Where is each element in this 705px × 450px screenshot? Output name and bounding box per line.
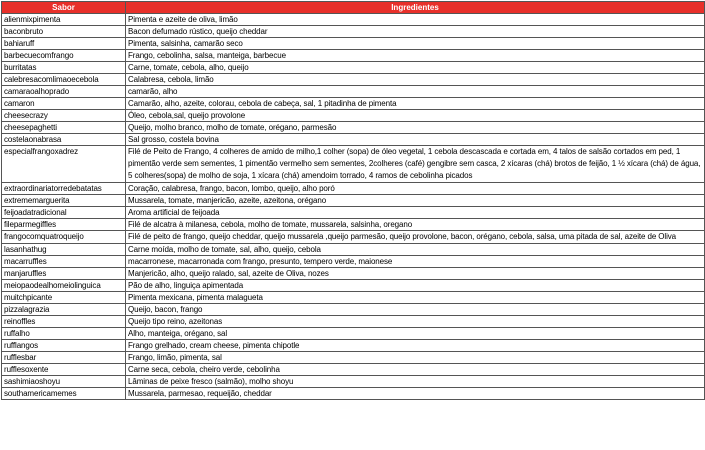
cell-ingredientes[interactable]: camarão, alho bbox=[126, 86, 705, 98]
spreadsheet bbox=[1, 1, 704, 400]
cell-ingredientes[interactable]: Queijo, bacon, frango bbox=[126, 304, 705, 316]
cell-sabor[interactable]: camaron bbox=[2, 98, 126, 110]
table-row bbox=[2, 38, 705, 50]
cell-sabor[interactable]: manjaruffles bbox=[2, 268, 126, 280]
cell-ingredientes[interactable]: Filé de Peito de Frango, 4 colheres de amido de milho,1 colher (sopa) de óleo vegetal, 1 cebola descascada e cortada em, 4 talos de salsão cortados em ped, 1 pimentão verde sem sementes, 1 pimentão vermelho sem sementes, 2colheres (café) gengibre sem casca, 2 xícaras (chá) brotos de feijão, 1 ½ xícara (chá) de água, 5 colheres(sopa) de molho de soja, 1 xícara (chá) amendoim torrado, 4 ramos de cebolinha picados bbox=[126, 146, 705, 183]
table-row bbox=[2, 14, 705, 26]
cell-sabor[interactable]: alienmixpimenta bbox=[2, 14, 126, 26]
table-row bbox=[2, 110, 705, 122]
table-row bbox=[2, 352, 705, 364]
cell-sabor[interactable]: pizzalagrazia bbox=[2, 304, 126, 316]
table-row bbox=[2, 244, 705, 256]
table-row bbox=[2, 62, 705, 74]
cell-sabor[interactable]: cheesecrazy bbox=[2, 110, 126, 122]
table-row bbox=[2, 146, 705, 183]
table-row bbox=[2, 74, 705, 86]
cell-ingredientes[interactable]: Mussarela, tomate, manjericão, azeite, azeitona, orégano bbox=[126, 195, 705, 207]
cell-sabor[interactable]: extrememarguerita bbox=[2, 195, 126, 207]
cell-ingredientes[interactable]: Coração, calabresa, frango, bacon, lombo, queijo, alho poró bbox=[126, 183, 705, 195]
cell-ingredientes[interactable]: Queijo, molho branco, molho de tomate, orégano, parmesão bbox=[126, 122, 705, 134]
cell-sabor[interactable]: lasanhathug bbox=[2, 244, 126, 256]
table-row bbox=[2, 195, 705, 207]
cell-sabor[interactable]: rufflangos bbox=[2, 340, 126, 352]
cell-sabor[interactable]: especialfrangoxadrez bbox=[2, 146, 126, 183]
cell-sabor[interactable]: frangocomquatroqueijo bbox=[2, 231, 126, 244]
cell-sabor[interactable]: costelaonabrasa bbox=[2, 134, 126, 146]
table-row bbox=[2, 122, 705, 134]
cell-ingredientes[interactable]: Alho, manteiga, orégano, sal bbox=[126, 328, 705, 340]
table-row bbox=[2, 292, 705, 304]
flavors-table bbox=[1, 1, 705, 400]
table-row bbox=[2, 304, 705, 316]
cell-sabor[interactable]: extraordinariatorredebatatas bbox=[2, 183, 126, 195]
cell-ingredientes[interactable]: Sal grosso, costela bovina bbox=[126, 134, 705, 146]
cell-sabor[interactable]: macarruffles bbox=[2, 256, 126, 268]
cell-sabor[interactable]: southamericamemes bbox=[2, 388, 126, 400]
cell-ingredientes[interactable]: Calabresa, cebola, limão bbox=[126, 74, 705, 86]
cell-ingredientes[interactable]: Óleo, cebola,sal, queijo provolone bbox=[126, 110, 705, 122]
cell-sabor[interactable]: sashimiaoshoyu bbox=[2, 376, 126, 388]
cell-sabor[interactable]: reinoffles bbox=[2, 316, 126, 328]
cell-sabor[interactable]: ruffalho bbox=[2, 328, 126, 340]
table-row bbox=[2, 207, 705, 219]
cell-sabor[interactable]: burritatas bbox=[2, 62, 126, 74]
cell-ingredientes[interactable]: Bacon defumado rústico, queijo cheddar bbox=[126, 26, 705, 38]
table-row bbox=[2, 364, 705, 376]
cell-ingredientes[interactable]: Pão de alho, linguiça apimentada bbox=[126, 280, 705, 292]
table-row bbox=[2, 376, 705, 388]
table-row bbox=[2, 219, 705, 231]
cell-ingredientes[interactable]: Filé de peito de frango, queijo cheddar, queijo mussarela ,queijo parmesão, queijo provolone, bacon, orégano, cebola, salsa, uma pitada de sal, azeite de Oliva bbox=[126, 231, 705, 244]
table-row bbox=[2, 231, 705, 244]
cell-ingredientes[interactable]: Carne seca, cebola, cheiro verde, cebolinha bbox=[126, 364, 705, 376]
cell-sabor[interactable]: muitchpicante bbox=[2, 292, 126, 304]
cell-sabor[interactable]: rufflesoxente bbox=[2, 364, 126, 376]
cell-sabor[interactable]: camaraoalhoprado bbox=[2, 86, 126, 98]
cell-ingredientes[interactable]: Mussarela, parmesao, requeijão, cheddar bbox=[126, 388, 705, 400]
table-row bbox=[2, 134, 705, 146]
table-row bbox=[2, 183, 705, 195]
header-ingredientes[interactable]: Ingredientes bbox=[126, 2, 705, 14]
cell-ingredientes[interactable]: Carne, tomate, cebola, alho, queijo bbox=[126, 62, 705, 74]
cell-sabor[interactable]: calebresacomlimaoecebola bbox=[2, 74, 126, 86]
table-row bbox=[2, 328, 705, 340]
cell-ingredientes[interactable]: Frango grelhado, cream cheese, pimenta chipotle bbox=[126, 340, 705, 352]
header-row bbox=[2, 2, 705, 14]
cell-sabor[interactable]: meiopaodealhomeiolinguica bbox=[2, 280, 126, 292]
cell-ingredientes[interactable]: Pimenta, salsinha, camarão seco bbox=[126, 38, 705, 50]
table-row bbox=[2, 316, 705, 328]
header-sabor[interactable]: Sabor bbox=[2, 2, 126, 14]
table-row bbox=[2, 50, 705, 62]
cell-ingredientes[interactable]: Frango, cebolinha, salsa, manteiga, barbecue bbox=[126, 50, 705, 62]
table-row bbox=[2, 340, 705, 352]
cell-ingredientes[interactable]: macarronese, macarronada com frango, presunto, tempero verde, maionese bbox=[126, 256, 705, 268]
cell-ingredientes[interactable]: Queijo tipo reino, azeitonas bbox=[126, 316, 705, 328]
cell-sabor[interactable]: cheesepaghetti bbox=[2, 122, 126, 134]
cell-ingredientes[interactable]: Frango, limão, pimenta, sal bbox=[126, 352, 705, 364]
cell-sabor[interactable]: rufflesbar bbox=[2, 352, 126, 364]
table-row bbox=[2, 268, 705, 280]
cell-ingredientes[interactable]: Lâminas de peixe fresco (salmão), molho shoyu bbox=[126, 376, 705, 388]
table-row bbox=[2, 86, 705, 98]
table-row bbox=[2, 280, 705, 292]
cell-ingredientes[interactable]: Filé de alcatra à milanesa, cebola, molho de tomate, mussarela, salsinha, oregano bbox=[126, 219, 705, 231]
cell-sabor[interactable]: feijoadatradicional bbox=[2, 207, 126, 219]
table-row bbox=[2, 256, 705, 268]
table-row bbox=[2, 26, 705, 38]
table-row bbox=[2, 98, 705, 110]
cell-ingredientes[interactable]: Pimenta e azeite de oliva, limão bbox=[126, 14, 705, 26]
cell-ingredientes[interactable]: Carne moída, molho de tomate, sal, alho, queijo, cebola bbox=[126, 244, 705, 256]
cell-ingredientes[interactable]: Aroma artificial de feijoada bbox=[126, 207, 705, 219]
table-row bbox=[2, 388, 705, 400]
cell-sabor[interactable]: fileparmegiffles bbox=[2, 219, 126, 231]
cell-ingredientes[interactable]: Camarão, alho, azeite, colorau, cebola de cabeça, sal, 1 pitadinha de pimenta bbox=[126, 98, 705, 110]
cell-sabor[interactable]: bahiaruff bbox=[2, 38, 126, 50]
cell-sabor[interactable]: barbecuecomfrango bbox=[2, 50, 126, 62]
cell-ingredientes[interactable]: Pimenta mexicana, pimenta malagueta bbox=[126, 292, 705, 304]
cell-ingredientes[interactable]: Manjericão, alho, queijo ralado, sal, azeite de Oliva, nozes bbox=[126, 268, 705, 280]
cell-sabor[interactable]: baconbruto bbox=[2, 26, 126, 38]
